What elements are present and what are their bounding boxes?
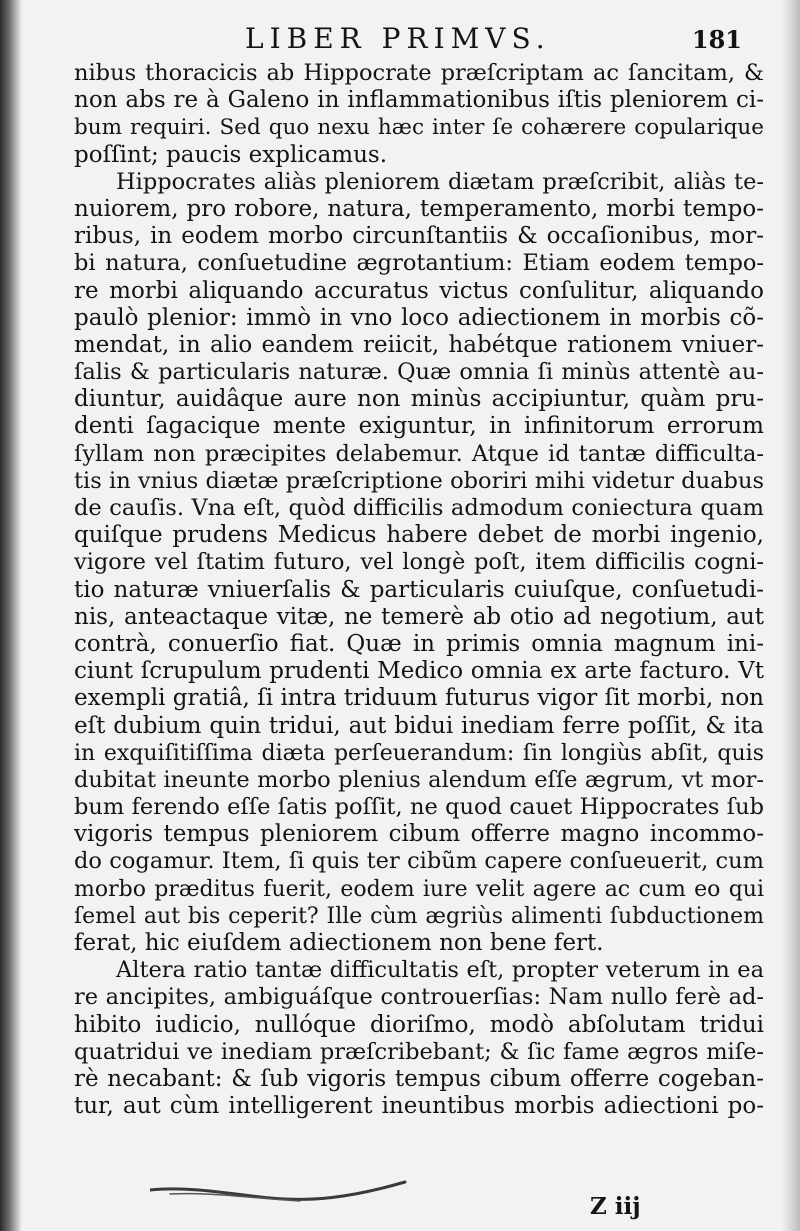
text-line: hibito iudicio, nullóque dioriſmo, modò abſolutam tridui xyxy=(74,1011,764,1038)
text-line: nibus thoracicis ab Hippocrate præſcriptam ac ſancitam, & xyxy=(74,60,764,86)
text-line: exempli gratiâ, ſi intra triduum futurus vigor ſit morbi, non xyxy=(74,685,764,712)
text-line: ferat, hic eiuſdem adiectionem non bene fert. xyxy=(74,930,604,956)
ink-stroke-decoration xyxy=(150,1168,410,1208)
text-line: bi natura, conſuetudine ægrotantium: Etiam eodem tempo- xyxy=(74,250,764,277)
text-line: vigoris tempus pleniorem cibum offerre magno incommo- xyxy=(74,821,764,848)
text-line: diuntur, auidâque aure non minùs accipiuntur, quàm pru- xyxy=(74,386,764,413)
text-line: morbo præditus fuerit, eodem iure velit agere ac cum eo qui xyxy=(74,876,764,902)
text-line: Hippocrates aliàs pleniorem diætam præſcribit, aliàs te- xyxy=(116,168,764,195)
text-line: tio naturæ vniuerſalis & particularis cuiuſque, conſuetudi- xyxy=(74,576,764,603)
text-line: eſt dubium quin tridui, aut bidui inediam ferre poſſit, & ita xyxy=(74,712,764,739)
text-line: mendat, in alio eandem reiicit, habétque rationem vniuer- xyxy=(74,331,764,358)
text-line: ſyllam non præcipites delabemur. Atque id tantæ difficulta- xyxy=(74,440,764,467)
page-number: 181 xyxy=(691,25,742,54)
text-line: paulò plenior: immò in vno loco adiectionem in morbis cõ- xyxy=(74,304,764,331)
text-line: quiſque prudens Medicus habere debet de morbi ingenio, xyxy=(74,522,764,549)
running-head xyxy=(0,22,800,56)
text-line: re morbi aliquando accuratus victus conſulitur, aliquando xyxy=(74,277,764,304)
text-line: dubitat ineunte morbo plenius alendum eſſe ægrum, vt mor- xyxy=(74,766,764,793)
text-line: re ancipites, ambiguáſque controuerſias: Nam nullo ferè ad- xyxy=(74,984,764,1011)
text-line: contrà, conuerſio fiat. Quæ in primis omnia magnum ini- xyxy=(74,630,764,657)
text-line: bum ferendo eſſe ſatis poſſit, ne quod cauet Hippocrates ſub xyxy=(74,794,764,821)
text-line: rè necabant: & ſub vigoris tempus cibum offerre cogeban- xyxy=(74,1065,764,1092)
text-line: non abs re à Galeno in inflammationibus iſtis pleniorem ci- xyxy=(74,87,764,114)
text-line: ciunt ſcrupulum prudenti Medico omnia ex arte facturo. Vt xyxy=(74,658,764,685)
text-line: Altera ratio tantæ difficultatis eſt, propter veterum in ea xyxy=(116,957,764,984)
running-title: LIBER PRIMVS. xyxy=(245,22,551,55)
text-line: de cauſis. Vna eſt, quòd difficilis admodum coniectura quam xyxy=(74,495,764,521)
text-line: poſſint; paucis explicamus. xyxy=(74,141,388,168)
text-line: bum requiri. Sed quo nexu hæc inter ſe cohærere copularique xyxy=(74,115,764,141)
text-line: in exquiſitiſſima diæta perſeuerandum: ſin longiùs abſit, quis xyxy=(74,740,764,766)
text-line: nuiorem, pro robore, natura, temperamento, morbi tempo- xyxy=(74,195,764,222)
text-line: ſemel aut bis ceperit? Ille cùm ægriùs alimenti ſubductionem xyxy=(74,903,764,929)
gathering-signature: Z iij xyxy=(590,1193,641,1220)
text-line: quatridui ve inediam præſcribebant; & ſic fame ægros miſe- xyxy=(74,1038,764,1065)
text-line: denti ſagacique mente exiguntur, in infinitorum errorum xyxy=(74,413,764,440)
text-line: ribus, in eodem morbo circunſtantiis & occaſionibus, mor- xyxy=(74,223,764,250)
text-line: tur, aut cùm intelligerent ineuntibus morbis adiectioni po- xyxy=(74,1093,764,1120)
text-line: vigore vel ſtatim futuro, vel longè poſt, item difficilis cogni- xyxy=(74,549,764,576)
body-text xyxy=(74,60,764,1120)
text-line: ſalis & particularis naturæ. Quæ omnia ſi minùs attentè au- xyxy=(74,359,764,386)
text-line: nis, anteactaque vitæ, ne temerè ab otio ad negotium, aut xyxy=(74,603,764,630)
text-line: tis in vnius diætæ præſcriptione oboriri mihi videtur duabus xyxy=(74,467,764,494)
text-line: do cogamur. Item, ſi quis ter cibũm capere conſueuerit, cum xyxy=(74,848,764,875)
